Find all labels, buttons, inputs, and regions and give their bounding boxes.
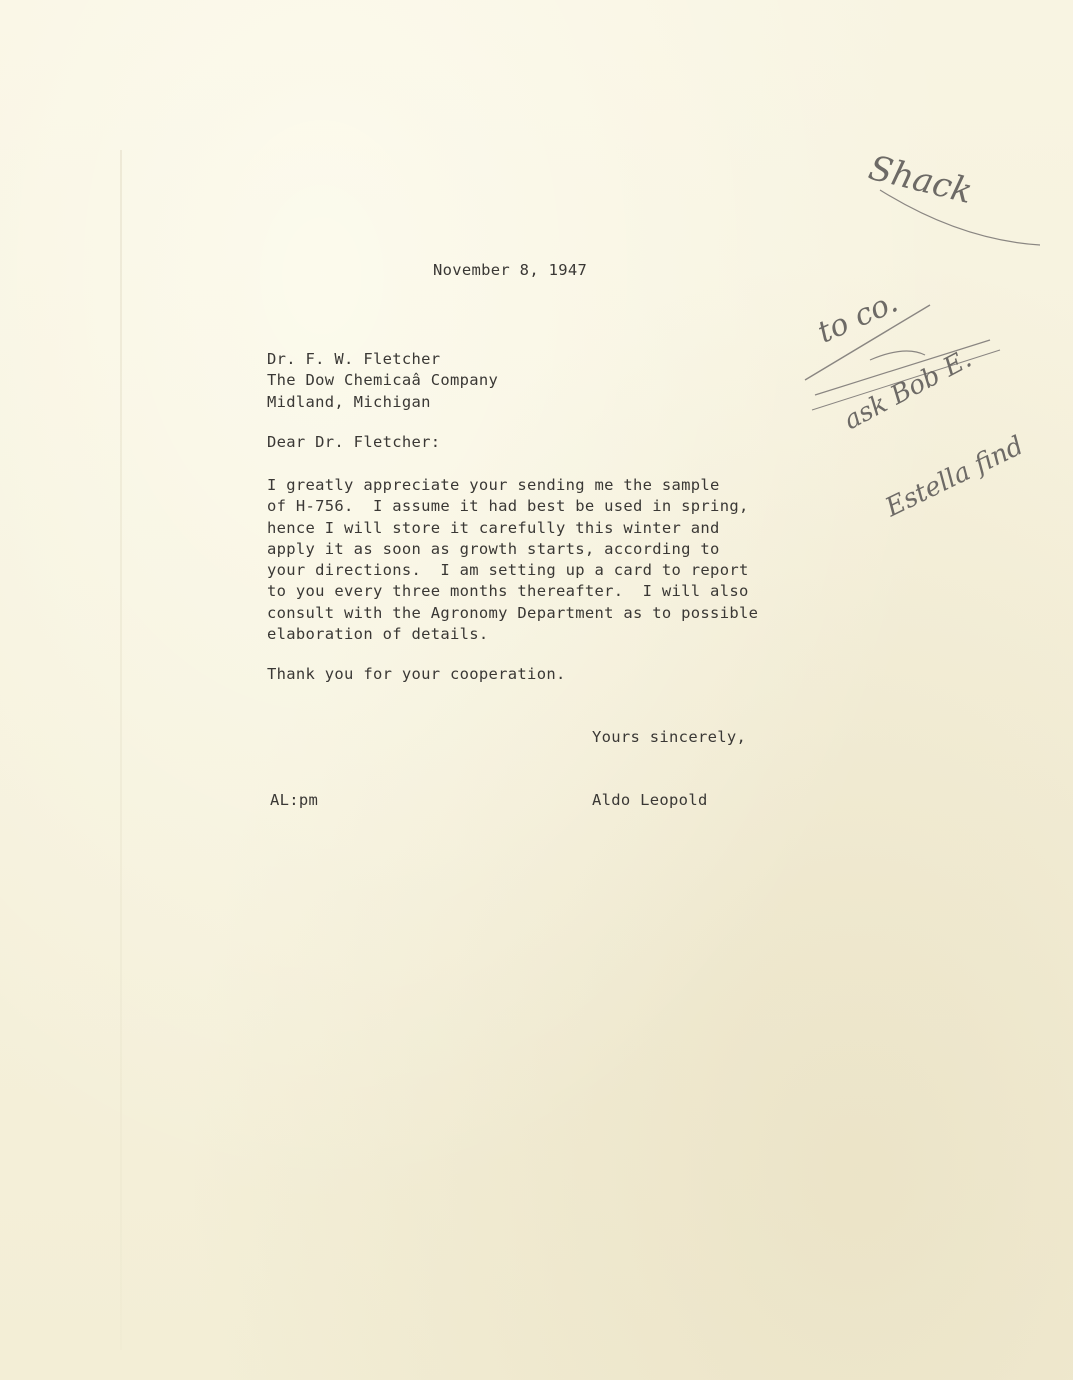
typist-initials: AL:pm (270, 791, 319, 809)
salutation: Dear Dr. Fletcher: (267, 433, 441, 451)
handwritten-co-note: to co. (812, 284, 904, 351)
body-line: elaboration of details. (267, 625, 489, 644)
body-line: your directions. I am setting up a card to report (267, 561, 749, 580)
recipient-name: Dr. F. W. Fletcher (267, 350, 441, 368)
handwritten-shack-note: Shack (864, 147, 977, 213)
recipient-company: The Dow Chemicaâ Company (267, 371, 499, 390)
body-line: consult with the Agronomy Department as to possible (267, 603, 759, 622)
scribble-mark (870, 351, 925, 360)
body-line: to you every three months thereafter. I will also (267, 582, 749, 601)
signer-name: Aldo Leopold (592, 791, 708, 809)
handwritten-estella-note: Estella find (880, 430, 1029, 524)
body-line: I greatly appreciate your sending me the sample (267, 476, 720, 494)
body-line: apply it as soon as growth starts, according to (267, 539, 720, 558)
closing: Yours sincerely, (592, 728, 747, 746)
body-line: of H-756. I assume it had best be used in spring, (267, 497, 749, 516)
recipient-city: Midland, Michigan (267, 392, 431, 411)
body-line: hence I will store it carefully this winter and (267, 518, 720, 537)
letter-date: November 8, 1947 (433, 261, 588, 279)
thanks-line: Thank you for your cooperation. (267, 665, 566, 683)
handwritten-ask-note: ask Bob E. (839, 343, 977, 437)
